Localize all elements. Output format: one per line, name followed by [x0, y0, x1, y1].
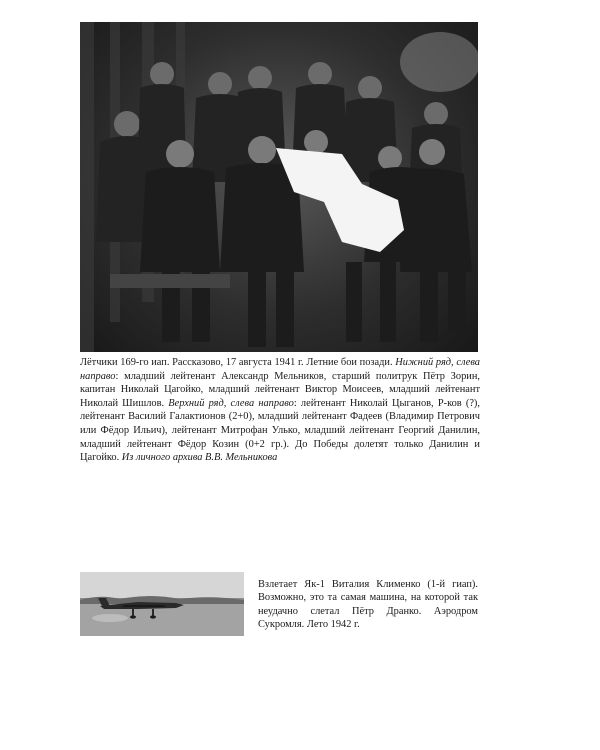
- group-photo: [80, 22, 478, 352]
- caption-intro: Лётчики 169-го иап. Рассказово, 17 августа 1941 г. Летние бои позади.: [80, 357, 396, 368]
- top-row-label: Верхний ряд, слева направо: [168, 397, 294, 409]
- top-row-names: : лейтенант Николай Цыганов, Р-ков (?), лейтенант Василий Галактионов (2+0), младший лейтенант Фадеев (Владимир Петрович или Фёдор Ильич), лейтенант Митрофан Улько, младший лейтенант Георгий Данилин, младший лейтенант Фёдор Козин (0+2 гр.). До Победы долетят только Данилин и Цагойко.: [80, 397, 480, 464]
- bottom-row-label: Нижний ряд, слева направо: [80, 357, 481, 382]
- archive-credit: Из личного архива В.В. Мельникова: [121, 452, 278, 464]
- plane-photo: [80, 572, 244, 636]
- bottom-row-names: : младший лейтенант Александр Мельников, старший политрук Пётр Зорин, капитан Николай Цагойко, младший лейтенант Виктор Моисеев, младший лейтенант Николай Шишлов.: [80, 370, 480, 409]
- group-photo-caption: [80, 356, 480, 465]
- plane-photo-caption: Взлетает Як-1 Виталия Клименко (1-й гиап). Возможно, это та самая машина, на которой так неудачно слетал Пётр Дранко. Аэродром Сукромля. Лето 1942 г.: [258, 579, 478, 631]
